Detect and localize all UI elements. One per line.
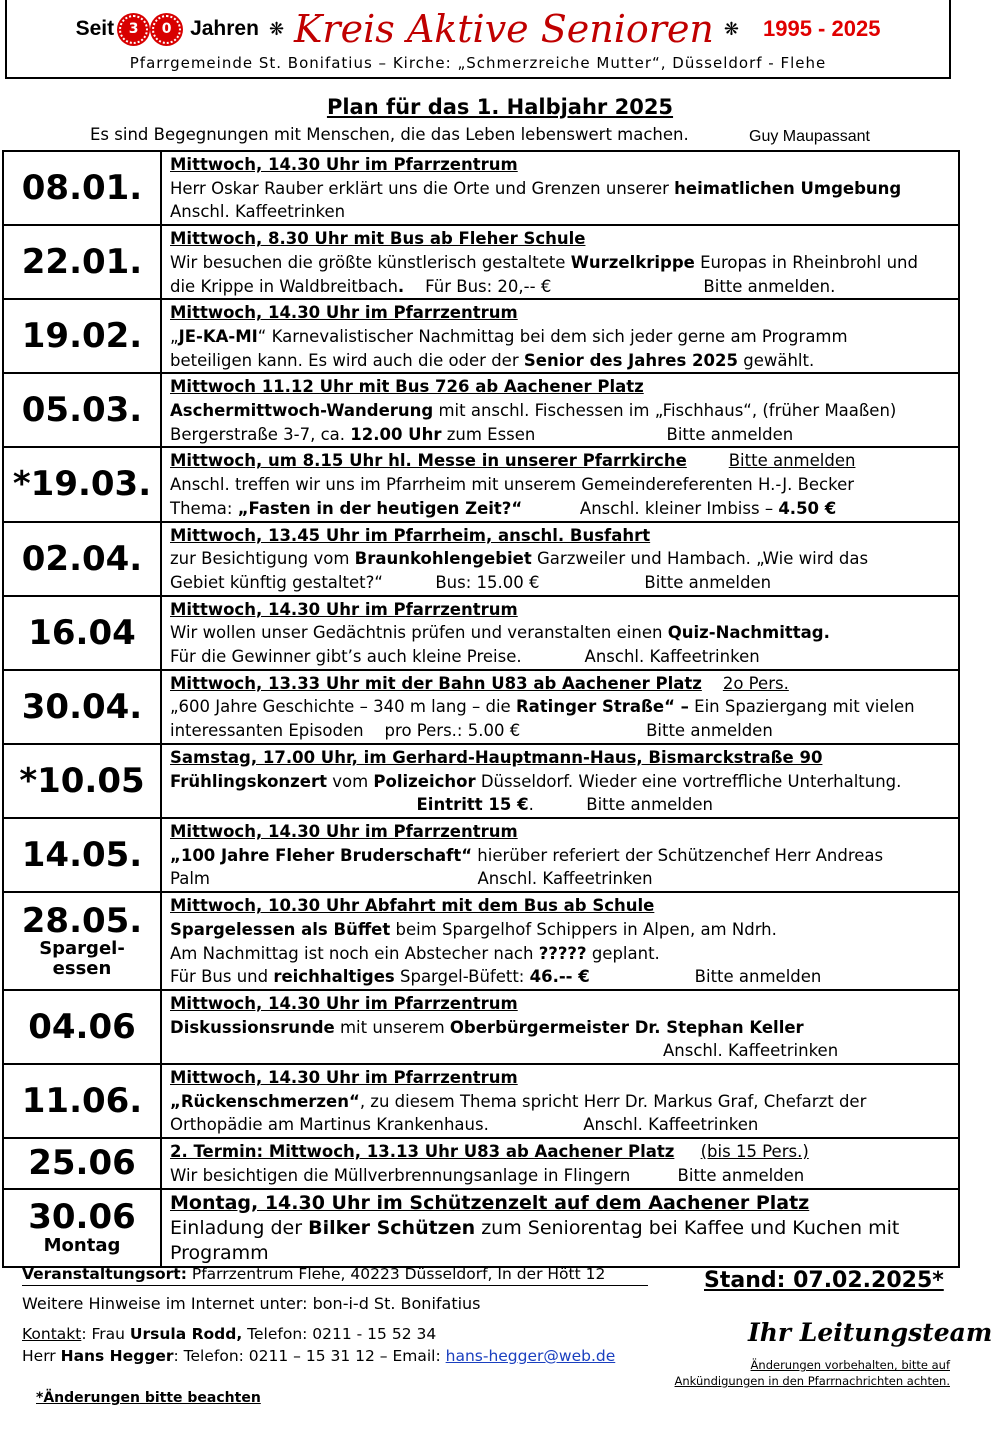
text-segment: interessanten Episoden pro Pers.: 5.00 € Bitte anmelden [170,721,773,741]
text-segment: Anschl. treffen wir uns im Pfarrheim mit unserem Gemeindereferenten H.-J. Becker [170,475,855,495]
text-segment: Bergerstraße 3-7, ca. [170,424,351,444]
text-segment: zur Besichtigung vom [170,549,355,569]
event-details [161,299,959,373]
text-segment: Düsseldorf. Wieder eine vortreffliche Unterhaltung. [475,771,902,791]
event-row [3,373,959,447]
text-segment: Anschl. Kaffeetrinken [170,1041,839,1061]
event-date: 05.03. [21,390,143,431]
event-date-note: Spargel-essen [39,938,125,979]
event-text-line [170,177,958,201]
text-segment: Ein Spaziergang mit vielen [688,697,915,717]
badge-digit-0: 0 [152,15,181,44]
event-details [161,151,959,225]
text-segment: Wir wollen unser Gedächtnis prüfen und veranstalten einen [170,623,668,643]
year-range: 1995 - 2025 [763,16,881,41]
event-row [3,151,959,225]
event-date: 08.01. [21,168,143,209]
event-text-line [170,793,958,817]
text-segment: Am Nachmittag ist noch ein Abstecher nach [170,943,539,963]
event-date: 30.04. [21,686,143,727]
text-segment: heimatlichen Umgebung [674,178,902,198]
text-segment: Mittwoch, 8.30 Uhr mit Bus ab Fleher Schule [170,229,586,249]
text-segment: zum Essen Bitte anmelden [441,424,794,444]
event-text-line [170,918,958,942]
event-date-cell [3,299,161,373]
team-signature: Ihr Leitungsteam [748,1318,993,1347]
event-headline [170,301,958,325]
text-segment: reichhaltiges [273,967,395,987]
venue-line [22,1265,648,1286]
text-segment: 2o Pers. [722,673,789,693]
event-date: 16.04 [28,612,136,653]
event-date-cell [3,225,161,299]
event-details [161,373,959,447]
event-text-line [170,965,958,989]
text-segment [674,1140,700,1164]
venue-address: Pfarrzentrum Flehe, 40223 Düsseldorf, In der Hött 12 [186,1265,606,1283]
event-text-line [170,1016,958,1040]
contact-hegger [22,1347,648,1365]
text-segment: Spargelessen als Büffet [170,919,391,939]
footer-info [22,1265,648,1365]
event-details [161,744,959,818]
text-segment: Mittwoch, 14.30 Uhr im Pfarrzentrum [170,1068,518,1088]
quote: Es sind Begegnungen mit Menschen, die das Leben lebenswert machen. [90,125,689,144]
text-segment: Programm [170,1241,269,1264]
text-segment: hierüber referiert der Schützenchef Herr Andreas [472,845,884,865]
event-date: 04.06 [28,1006,136,1047]
event-date: 22.01. [21,242,143,283]
text-segment: Mittwoch, 14.30 Uhr im Pfarrzentrum [170,303,518,323]
event-text-line [170,325,958,349]
event-details [161,225,959,299]
text-segment: Quiz-Nachmittag. [667,623,830,643]
event-headline [170,746,958,770]
event-row [3,670,959,744]
event-text-line [170,423,958,447]
event-details [161,818,959,892]
event-text-line [170,770,958,794]
event-date-cell [3,596,161,670]
event-text-line [170,719,958,743]
text-segment: Diskussionsrunde [170,1017,335,1037]
event-headline [170,153,958,177]
text-segment: beteiligen kann. Es wird auch die oder der [170,350,524,370]
text-segment: Frühlingskonzert [170,771,327,791]
text-segment [687,449,729,473]
text-segment: „ [170,326,179,346]
event-headline [170,598,958,622]
quote-author: Guy Maupassant [749,128,870,145]
text-segment: . [397,276,405,296]
event-text-line [170,621,958,645]
event-date-cell [3,522,161,596]
web-hint: Weitere Hinweise im Internet unter: bon-i-d St. Bonifatius [22,1294,481,1313]
event-details [161,1138,959,1188]
email-link[interactable]: hans-hegger@web.de [445,1347,616,1365]
event-row [3,225,959,299]
event-text-line [170,571,958,595]
text-segment: mit unserem [334,1017,450,1037]
event-date-cell [3,892,161,990]
event-row [3,522,959,596]
text-segment: mit anschl. Fischessen im „Fischhaus“, (früher Maaßen) [433,401,897,421]
event-date-cell [3,818,161,892]
text-segment: Anschl. kleiner Imbiss – [522,498,779,518]
event-text-line [170,497,958,521]
text-segment: Bitte anmelden [728,451,856,471]
title-line [7,6,949,52]
text-segment: vom [326,771,374,791]
event-row [3,990,959,1064]
text-segment: Gebiet künftig gestaltet?“ Bus: 15.00 € Bitte anmelden [170,572,772,592]
text-segment: „Rückenschmerzen“ [170,1091,360,1111]
text-segment: Aschermittwoch-Wanderung [170,401,434,421]
event-text-line [170,275,958,299]
text-segment: Oberbürgermeister Dr. Stephan Keller [449,1017,804,1037]
event-row [3,892,959,990]
event-details [161,990,959,1064]
text-segment: Mittwoch, 14.30 Uhr im Pfarrzentrum [170,821,518,841]
text-segment: geplant. [586,943,660,963]
contact-text: Herr [22,1347,61,1365]
header-box [5,0,951,79]
text-segment: Für Bus und [170,967,274,987]
contact-name: Hans Hegger [60,1347,174,1365]
event-text-line [170,399,958,423]
event-date-cell [3,744,161,818]
event-headline [170,1140,958,1164]
event-text-line [170,547,958,571]
text-segment: Bilker Schützen [308,1216,476,1239]
event-details [161,892,959,990]
text-segment: Thema: [170,498,238,518]
text-segment [170,793,417,817]
text-segment: beim Spargelhof Schippers in Alpen, am Ndrh. [390,919,777,939]
text-segment: Europas in Rheinbrohl und [694,252,918,272]
text-segment: Senior des Jahres 2025 [523,350,738,370]
club-title: Kreis Aktive Senioren [294,7,714,51]
plan-title: Plan für das 1. Halbjahr 2025 [326,95,674,119]
event-row [3,1138,959,1188]
text-segment: Mittwoch, 10.30 Uhr Abfahrt mit dem Bus ab Schule [170,896,655,916]
event-date: 19.02. [21,316,143,357]
event-date-cell [3,1189,161,1267]
changes-note [675,1357,950,1389]
event-headline [170,375,958,399]
contact-name: Ursula Rodd, [129,1325,243,1343]
text-segment: Mittwoch, 13.45 Uhr im Pfarrheim, anschl. Busfahrt [170,525,651,545]
text-segment: Orthopädie am Martinus Krankenhaus. Anschl. Kaffeetrinken [170,1115,759,1135]
text-segment: Wir besichtigen die Müllverbrennungsanlage in Flingern Bitte anmelden [170,1165,805,1185]
text-segment: Spargel-Büfett: [394,967,530,987]
contact-rodd [22,1325,648,1343]
event-date: 14.05. [21,835,143,876]
text-segment: 2. Termin: Mittwoch, 13.13 Uhr U83 ab Aachener Platz [170,1142,675,1162]
text-segment: Palm Anschl. Kaffeetrinken [170,869,653,889]
event-date: 28.05. [21,901,143,941]
text-segment: Herr Oskar Rauber erklärt uns die Orte und Grenzen unserer [170,178,675,198]
event-date-cell [3,990,161,1064]
text-segment: Polizeichor [373,771,476,791]
event-headline [170,524,958,548]
event-row [3,1189,959,1267]
event-headline [170,227,958,251]
event-headline [170,820,958,844]
event-date-cell [3,1064,161,1138]
text-segment: Ratinger Straße“ – [515,697,689,717]
contact-label: Kontakt [22,1325,82,1343]
parish-subtitle: Pfarrgemeinde St. Bonifatius – Kirche: „Schmerzreiche Mutter“, Düsseldorf - Flehe [129,54,827,72]
venue-label: Veranstaltungsort: [22,1265,187,1283]
event-details [161,447,959,521]
event-headline [170,1191,958,1216]
event-details [161,596,959,670]
text-segment: 46.-- € [529,967,590,987]
text-segment: Mittwoch, 14.30 Uhr im Pfarrzentrum [170,599,518,619]
event-date-cell [3,373,161,447]
text-segment: Mittwoch, um 8.15 Uhr hl. Messe in unserer Pfarrkirche [170,451,687,471]
text-segment: gewählt. [737,350,815,370]
event-date-note: Montag [43,1234,121,1256]
contact-phone: : Telefon: 0211 – 15 31 12 – Email: [173,1347,446,1365]
stand-date: Stand: 07.02.2025* [704,1268,944,1293]
event-date-cell [3,670,161,744]
event-row [3,596,959,670]
text-segment [702,672,723,696]
text-segment: „Fasten in der heutigen Zeit?“ [237,498,523,518]
event-row [3,1064,959,1138]
contact-phone: Telefon: 0211 - 15 52 34 [242,1325,437,1343]
text-segment: Wir besuchen die größte künstlerisch gestaltete [170,252,571,272]
event-date: 11.06. [21,1081,143,1122]
text-segment: Braunkohlengebiet [354,549,532,569]
text-segment: Anschl. Kaffeetrinken [170,202,346,222]
text-segment: Mittwoch, 14.30 Uhr im Pfarrzentrum [170,993,518,1013]
event-details [161,1189,959,1267]
text-segment: Mittwoch, 14.30 Uhr im Pfarrzentrum [170,155,518,174]
text-segment: . Bitte anmelden [528,795,713,815]
text-segment: Garzweiler und Hambach. „Wie wird das [531,549,869,569]
text-segment: „600 Jahre Geschichte – 340 m lang – die [170,697,516,717]
event-text-line [170,1039,958,1063]
text-segment: JE-KA-MI [178,326,258,346]
anniversary-badges [117,15,183,44]
event-text-line [170,251,958,275]
text-segment: Samstag, 17.00 Uhr, im Gerhard-Hauptmann-Haus, Bismarckstraße 90 [170,747,823,767]
event-row [3,299,959,373]
text-segment: Einladung der [170,1216,309,1239]
event-date: 25.06 [28,1143,136,1184]
text-segment: 12.00 Uhr [350,424,442,444]
text-segment: „100 Jahre Fleher Bruderschaft“ [170,845,473,865]
event-headline [170,672,958,696]
event-details [161,522,959,596]
event-text-line [170,942,958,966]
event-row [3,447,959,521]
event-details [161,1064,959,1138]
text-segment: Montag, 14.30 Uhr im Schützenzelt auf dem Aachener Platz [170,1191,810,1214]
event-text-line [170,645,958,669]
jahren-label: Jahren [190,17,259,40]
event-date-cell [3,151,161,225]
text-segment: “ Karnevalistischer Nachmittag bei dem sich jeder gerne am Programm [257,326,848,346]
text-segment: (bis 15 Pers.) [700,1142,809,1162]
event-headline [170,992,958,1016]
text-segment: ????? [538,943,587,963]
event-text-line [170,1216,958,1241]
event-text-line [170,844,958,868]
badge-digit-3: 3 [119,15,148,44]
flower-icon: ❋ [723,18,739,40]
event-row [3,744,959,818]
event-details [161,670,959,744]
text-segment: , zu diesem Thema spricht Herr Dr. Markus Graf, Chefarzt der [359,1091,867,1111]
event-text-line [170,1090,958,1114]
event-date: *10.05 [19,760,145,801]
seit-label: Seit [75,17,115,40]
event-date: 02.04. [21,538,143,579]
event-text-line [170,1164,958,1188]
text-segment: Eintritt 15 € [416,795,529,815]
text-segment: Für die Gewinner gibt’s auch kleine Preise. Anschl. Kaffeetrinken [170,647,760,667]
note-line: Änderungen vorbehalten, bitte auf [750,1358,950,1372]
event-date: *19.03. [12,464,152,505]
event-date: 30.06 [28,1196,136,1237]
event-text-line [170,695,958,719]
event-headline [170,449,958,473]
text-segment: Mittwoch, 13.33 Uhr mit der Bahn U83 ab Aachener Platz [170,673,702,693]
event-date-cell [3,447,161,521]
event-headline [170,1066,958,1090]
flower-icon: ❋ [268,18,285,40]
text-segment: 4.50 € [778,498,837,518]
text-segment: Bitte anmelden [589,967,822,987]
event-text-line [170,473,958,497]
schedule-table [2,150,960,1268]
event-date-cell [3,1138,161,1188]
text-segment: die Krippe in Waldbreitbach [170,276,398,296]
event-row [3,818,959,892]
event-text-line [170,1113,958,1137]
event-text-line [170,349,958,373]
text-segment: Wurzelkrippe [570,252,695,272]
contact-text: : Frau [81,1325,130,1343]
text-segment: zum Seniorentag bei Kaffee und Kuchen mit [475,1216,900,1239]
event-text-line [170,867,958,891]
text-segment: Für Bus: 20,-- € Bitte anmelden. [404,276,836,296]
event-text-line [170,1241,958,1266]
note-line: Ankündigungen in den Pfarrnachrichten achten. [674,1374,950,1388]
changes-notice: *Änderungen bitte beachten [36,1390,261,1406]
event-headline [170,894,958,918]
event-text-line [170,200,958,224]
text-segment: Mittwoch 11.12 Uhr mit Bus 726 ab Aachener Platz [170,377,644,397]
